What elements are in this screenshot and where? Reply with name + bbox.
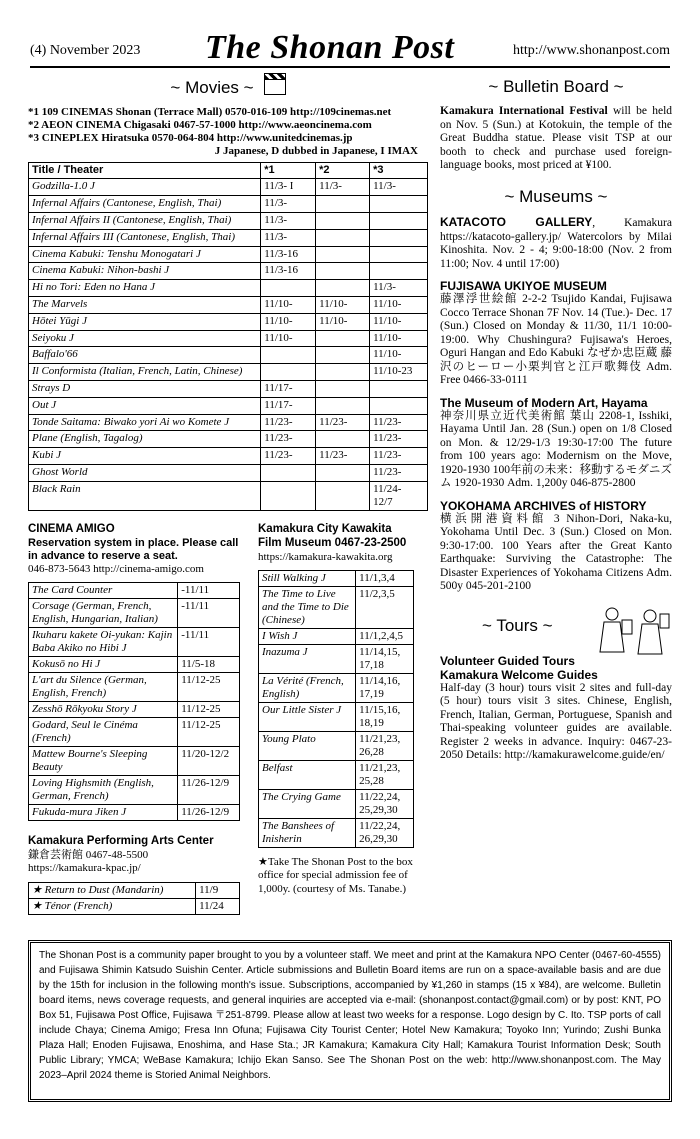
- cinema-2: *2 AEON CINEMA Chigasaki 0467-57-1000 http://www.aeoncinema.com: [28, 119, 372, 132]
- movie-title: Baffalo'66: [29, 347, 261, 364]
- right-column: [440, 75, 672, 763]
- movie-dates: [261, 481, 316, 510]
- amigo-dates: -11/11: [178, 599, 240, 628]
- amigo-title: The Card Counter: [29, 583, 178, 599]
- kawakita-row: [259, 644, 414, 673]
- museum-body: 神奈川県立近代美術館 葉山 2208-1, Isshiki, Hayama Until Jan. 28 (Sun.) open on 1/8 Closed on Mon. & 12/29-1/3 19:30-17:00 The future from 100 years ago: Modernism on the Move, 1920-1930 100年前の未来：移動するモダニズム 1920-1930 Adm. 1,200y 046-875-2800: [440, 409, 672, 490]
- movie-dates: [316, 212, 370, 229]
- movie-dates: 11/23-: [370, 431, 428, 448]
- movie-dates: 11/10-23: [370, 364, 428, 381]
- movie-dates: 11/3-: [316, 179, 370, 196]
- movie-dates: [316, 263, 370, 280]
- movie-title: Hi no Tori: Eden no Hana J: [29, 280, 261, 297]
- amigo-dates: 11/12-25: [178, 673, 240, 702]
- amigo-note-2: in advance to reserve a seat.: [28, 550, 178, 563]
- kawakita-title: The Banshees of Inisherin: [259, 818, 356, 847]
- movie-dates: [370, 212, 428, 229]
- clapperboard-icon: [264, 77, 286, 95]
- kpac-title: ★ Ténor (French): [29, 898, 196, 914]
- tours-heading: ~ Tours ~: [482, 615, 553, 635]
- movie-title: Infernal Affairs (Cantonese, English, Thai): [29, 196, 261, 213]
- movie-dates: 11/10-: [261, 313, 316, 330]
- masthead: [30, 28, 670, 68]
- movie-title: Cinema Kabuki: Nihon-bashi J: [29, 263, 261, 280]
- movie-dates: [316, 196, 370, 213]
- movie-dates: 11/23-: [316, 414, 370, 431]
- movie-title: Black Rain: [29, 481, 261, 510]
- cinema-3: *3 CINEPLEX Hiratsuka 0570-064-804 http://www.unitedcinemas.jp: [28, 132, 353, 145]
- movie-dates: 11/10-: [370, 296, 428, 313]
- movie-dates: 11/23-: [370, 414, 428, 431]
- movie-dates: 11/23-: [261, 448, 316, 465]
- kawakita-dates: 11/22,24, 25,29,30: [356, 789, 414, 818]
- amigo-title: CINEMA AMIGO: [28, 523, 115, 536]
- movies-legend: J Japanese, D dubbed in Japanese, I IMAX: [214, 145, 418, 158]
- movie-dates: 11/3-: [370, 280, 428, 297]
- cinema-amigo-and-kawakita: [28, 523, 428, 953]
- kpac-table: [28, 882, 240, 915]
- amigo-title: Zesshō Rōkyoku Story J: [29, 702, 178, 718]
- tours-title-2: Kamakura Welcome Guides: [440, 667, 598, 682]
- amigo-dates: -11/11: [178, 628, 240, 657]
- kawakita-title-1: Kamakura City Kawakita: [258, 523, 392, 536]
- movie-dates: 11/10-: [261, 296, 316, 313]
- movie-title: Plane (English, Tagalog): [29, 431, 261, 448]
- tours-block: [440, 654, 672, 763]
- movie-dates: 11/3-: [261, 196, 316, 213]
- movie-title: Infernal Affairs III (Cantonese, English, Thai): [29, 229, 261, 246]
- kpac-title: ★ Return to Dust (Mandarin): [29, 882, 196, 898]
- movie-title: Seiyoku J: [29, 330, 261, 347]
- movie-dates: 11/3-: [261, 212, 316, 229]
- movie-dates: 11/10-: [370, 347, 428, 364]
- movie-row: [29, 330, 428, 347]
- movie-dates: 11/23-: [370, 448, 428, 465]
- movie-row: [29, 246, 428, 263]
- museum-yokohama-archives: [440, 499, 672, 594]
- movie-dates: [370, 380, 428, 397]
- movie-dates: 11/3-: [370, 179, 428, 196]
- amigo-row: [29, 583, 240, 599]
- museum-modern-art-hayama: [440, 396, 672, 491]
- movie-title: Ghost World: [29, 464, 261, 481]
- museum-body: , Kamakura https://katacoto-gallery.jp/ Watercolors by Milai Kinoshita. Nov. 2 - 4; 9:00-18:00 (Nov. 2 from 11:00; Nov. 4 until 17:00): [440, 217, 672, 270]
- movie-dates: 11/3-16: [261, 246, 316, 263]
- movie-dates: [261, 347, 316, 364]
- kawakita-dates: 11/1,2,4,5: [356, 628, 414, 644]
- amigo-contact: 046-873-5643 http://cinema-amigo.com: [28, 563, 204, 576]
- movies-table-body: [29, 179, 428, 511]
- movie-title: Cinema Kabuki: Tenshu Monogatari J: [29, 246, 261, 263]
- movie-title: Hōtei Yūgi J: [29, 313, 261, 330]
- amigo-dates: -11/11: [178, 583, 240, 599]
- amigo-row: [29, 718, 240, 747]
- kawakita-title: La Vérité (French, English): [259, 673, 356, 702]
- museum-title: KATACOTO GALLERY: [440, 215, 593, 230]
- movie-row: [29, 212, 428, 229]
- kawakita-row: [259, 789, 414, 818]
- amigo-title: Kokusō no Hi J: [29, 657, 178, 673]
- amigo-dates: 11/5-18: [178, 657, 240, 673]
- kawakita-dates: 11/2,3,5: [356, 586, 414, 628]
- kpac-title: Kamakura Performing Arts Center: [28, 835, 214, 848]
- amigo-row: [29, 657, 240, 673]
- movie-dates: [316, 431, 370, 448]
- amigo-row: [29, 776, 240, 805]
- kawakita-row: [259, 570, 414, 586]
- amigo-title: L'art du Silence (German, English, French): [29, 673, 178, 702]
- movie-dates: 11/24- 12/7: [370, 481, 428, 510]
- movie-dates: 11/23-: [261, 431, 316, 448]
- museums-heading: ~ Museums ~: [504, 186, 608, 206]
- col-theater-3: *3: [370, 162, 428, 179]
- movie-dates: 11/3- I: [261, 179, 316, 196]
- movie-dates: 11/17-: [261, 397, 316, 414]
- movie-title: Il Conformista (Italian, French, Latin, Chinese): [29, 364, 261, 381]
- movie-dates: 11/23-: [316, 448, 370, 465]
- movie-dates: 11/17-: [261, 380, 316, 397]
- amigo-row: [29, 628, 240, 657]
- movies-table-header: [29, 162, 428, 179]
- amigo-title: Ikuharu kakete Oi-yukan: Kajin Baba Akiko no Hibi J: [29, 628, 178, 657]
- cinema-1: *1 109 CINEMAS Shonan (Terrace Mall) 0570-016-109 http://109cinemas.net: [28, 106, 392, 119]
- amigo-title: Godard, Seul le Cinéma (French): [29, 718, 178, 747]
- museum-body: 藤澤浮世絵館 2-2-2 Tsujido Kandai, Fujisawa Cocco Terrace Shonan 7F Nov. 14 (Tue.)- Dec. 17 (Sun.) Closed on Monday & 11/30, 11/1 10:00-19:00. Why Chushingura? Fujisawa's Heroes, Oguri Hangan and Edo Kabuki なぜか忠臣蔵 藤沢のヒーロー小栗判官と江戸歌舞伎 Adm. Free 0466-33-0111: [440, 293, 672, 387]
- movie-dates: [261, 464, 316, 481]
- kawakita-dates: 11/15,16, 18,19: [356, 702, 414, 731]
- kawakita-dates: 11/22,24, 26,29,30: [356, 818, 414, 847]
- movie-row: [29, 364, 428, 381]
- bulletin-item-title: Kamakura International Festival: [440, 105, 608, 118]
- kawakita-dates: 11/14,16, 17,19: [356, 673, 414, 702]
- movie-title: Infernal Affairs II (Cantonese, English, Thai): [29, 212, 261, 229]
- kawakita-row: [259, 818, 414, 847]
- kpac-url[interactable]: https://kamakura-kpac.jp/: [28, 862, 141, 875]
- movie-row: [29, 296, 428, 313]
- kawakita-dates: 11/21,23, 25,28: [356, 760, 414, 789]
- kpac-date: 11/9: [196, 882, 240, 898]
- amigo-row: [29, 599, 240, 628]
- kawakita-block: [258, 523, 430, 896]
- movie-row: [29, 313, 428, 330]
- amigo-table: [28, 582, 240, 821]
- website-link[interactable]: http://www.shonanpost.com: [513, 43, 670, 59]
- movie-row: [29, 397, 428, 414]
- col-theater-1: *1: [261, 162, 316, 179]
- amigo-title: Mattew Bourne's Sleeping Beauty: [29, 747, 178, 776]
- movie-row: [29, 179, 428, 196]
- footer-text: The Shonan Post is a community paper brought to you by a volunteer staff. We meet and print at the Kamakura NPO Center (0467-60-4555) and Fujisawa Shimin Katsudo Suishin Center. Article submissions and Bulletin Board items are run on a space-available basis and are due by the 15th for inclusion in the following month's issue. Subscriptions, accompanied by ¥1,260 in stamps (15 x ¥84), are welcome. Bulletin board items, news coverage requests, and general inquiries are accepted via e-mail: (shonanpost.contact@gmail.com) or by post: KNT, PO Box 51, Fujisawa Post Office, Fujisawa 〒251-8799. Please allow at least two weeks for a response. Logo design by C. Ito. TSP ports of call include Chaya; Cinema Amigo; Fresa Inn Ofuna; Fujisawa City Tourist Center; Hotel New Kamakura; Toyoko Inn; Yurindo; Zushi Bunka Plaza Hall; Enoden Fujisawa, Enoshima, and Hase Sta.; JR Kamakura; Kamakura City Hall; Kamakura Tourist Information Desk; South Public Library; YMCA; WeBase Kamakura; Ichijo Ekan Sanso. See The Shonan Post on the web: http://www.shonanpost.com. The May 2023–April 2024 theme is Storied Animal Neighbors.: [39, 950, 661, 1081]
- amigo-row: [29, 747, 240, 776]
- movie-dates: [316, 280, 370, 297]
- movie-dates: 11/10-: [316, 296, 370, 313]
- amigo-title: Corsage (German, French, English, Hungarian, Italian): [29, 599, 178, 628]
- kawakita-dates: 11/1,3,4: [356, 570, 414, 586]
- movie-title: Out J: [29, 397, 261, 414]
- kawakita-title-2: Film Museum 0467-23-2500: [258, 536, 407, 549]
- movie-dates: 11/10-: [370, 313, 428, 330]
- col-theater-2: *2: [316, 162, 370, 179]
- movie-title: Kubi J: [29, 448, 261, 465]
- movie-dates: 11/10-: [261, 330, 316, 347]
- museum-katacoto: [440, 215, 672, 271]
- movie-dates: 11/3-: [261, 229, 316, 246]
- movie-dates: [316, 380, 370, 397]
- movie-dates: [370, 246, 428, 263]
- museum-fujisawa-ukiyoe: [440, 279, 672, 388]
- movie-dates: 11/23-: [261, 414, 316, 431]
- amigo-dates: 11/26-12/9: [178, 805, 240, 821]
- museum-title: FUJISAWA UKIYOE MUSEUM: [440, 279, 607, 294]
- movie-dates: 11/10-: [316, 313, 370, 330]
- amigo-dates: 11/20-12/2: [178, 747, 240, 776]
- kawakita-row: [259, 586, 414, 628]
- movie-row: [29, 263, 428, 280]
- kawakita-title: Belfast: [259, 760, 356, 789]
- kawakita-title: Our Little Sister J: [259, 702, 356, 731]
- tour-guide-figures-icon: [592, 604, 672, 659]
- museum-body: 横浜開港資料館 3 Nihon-Dori, Naka-ku, Yokohama Until Dec. 3 (Sun.) Closed on Mon. 9:30-17:00. 100 Years after the Great Kanto Earthquake: Surviving the Catastrophe: The Disaster Experiences of Yokohama Citizens Adm. 500y 045-201-2100: [440, 512, 672, 593]
- bulletin-item-body: will be held on Nov. 5 (Sun.) at Kotokuin, the temple of the Great Buddha statue. Please visit TSP at our booth to check and purchase used foreign-language books, most priced at ¥100.: [440, 105, 673, 172]
- kawakita-dates: 11/21,23, 26,28: [356, 731, 414, 760]
- movie-row: [29, 196, 428, 213]
- amigo-row: [29, 702, 240, 718]
- bulletin-heading: ~ Bulletin Board ~: [488, 77, 624, 96]
- museum-title: The Museum of Modern Art, Hayama: [440, 395, 648, 410]
- movie-dates: [316, 464, 370, 481]
- movie-dates: [316, 246, 370, 263]
- movie-title: Tonde Saitama: Biwako yori Ai wo Komete J: [29, 414, 261, 431]
- movie-title: Godzilla-1.0 J: [29, 179, 261, 196]
- kawakita-title: Inazuma J: [259, 644, 356, 673]
- amigo-dates: 11/12-25: [178, 702, 240, 718]
- amigo-dates: 11/12-25: [178, 718, 240, 747]
- movie-dates: [316, 397, 370, 414]
- kawakita-row: [259, 702, 414, 731]
- kawakita-row: [259, 731, 414, 760]
- movie-dates: [370, 263, 428, 280]
- kpac-date: 11/24: [196, 898, 240, 914]
- kawakita-dates: 11/14,15, 17,18: [356, 644, 414, 673]
- cinema-amigo-block: [28, 523, 246, 915]
- kawakita-row: [259, 673, 414, 702]
- movie-row: [29, 229, 428, 246]
- movie-dates: [370, 397, 428, 414]
- movie-row: [29, 481, 428, 510]
- movie-dates: [316, 330, 370, 347]
- movie-row: [29, 347, 428, 364]
- col-title-theater: Title / Theater: [29, 162, 261, 179]
- kawakita-note: ★Take The Shonan Post to the box office for special admission fee of 1,000y. (courtesy of Ms. Tanabe.): [258, 855, 413, 895]
- kpac-row: [29, 882, 240, 898]
- movies-heading: ~ Movies ~: [28, 77, 428, 98]
- left-column: [28, 75, 428, 953]
- kawakita-row: [259, 760, 414, 789]
- movie-row: [29, 448, 428, 465]
- movie-dates: [316, 481, 370, 510]
- kawakita-table: [258, 570, 414, 848]
- newspaper-title: The Shonan Post: [205, 29, 455, 66]
- kpac-row: [29, 898, 240, 914]
- movie-dates: [370, 229, 428, 246]
- movie-dates: [370, 196, 428, 213]
- amigo-row: [29, 805, 240, 821]
- movie-row: [29, 431, 428, 448]
- bulletin-item: [440, 105, 672, 173]
- amigo-note-1: Reservation system in place. Please call: [28, 536, 239, 549]
- amigo-row: [29, 673, 240, 702]
- movie-dates: [316, 229, 370, 246]
- kawakita-title: I Wish J: [259, 628, 356, 644]
- movie-dates: [261, 364, 316, 381]
- movie-dates: 11/3-16: [261, 263, 316, 280]
- kawakita-url[interactable]: https://kamakura-kawakita.org: [258, 550, 393, 563]
- movie-row: [29, 380, 428, 397]
- tours-title-1: Volunteer Guided Tours: [440, 653, 575, 668]
- footer-box: [28, 940, 672, 1102]
- movie-dates: 11/23-: [370, 464, 428, 481]
- amigo-dates: 11/26-12/9: [178, 776, 240, 805]
- amigo-title: Fukuda-mura Jiken J: [29, 805, 178, 821]
- kawakita-title: Young Plato: [259, 731, 356, 760]
- tours-body: Half-day (3 hour) tours visit 2 sites and full-day (5 hour) tours visit 3 sites. Chinese, English, French, Italian, German, Portuguese, Spanish and Thai-speaking volunteer guides are available. Register 2 weeks in advance. Inquiry: 0467-23-2050 Details: http://kamakurawelcome.guide/en/: [440, 681, 672, 762]
- kawakita-title: The Crying Game: [259, 789, 356, 818]
- movie-dates: [316, 347, 370, 364]
- amigo-title: Loving Highsmith (English, German, French): [29, 776, 178, 805]
- movies-table: [28, 162, 428, 512]
- kawakita-title: Still Walking J: [259, 570, 356, 586]
- movie-dates: [316, 364, 370, 381]
- movie-dates: [261, 280, 316, 297]
- movie-row: [29, 280, 428, 297]
- movie-row: [29, 414, 428, 431]
- issue-date: (4) November 2023: [30, 43, 141, 59]
- movie-row: [29, 464, 428, 481]
- kawakita-row: [259, 628, 414, 644]
- movie-dates: 11/10-: [370, 330, 428, 347]
- museum-title: YOKOHAMA ARCHIVES of HISTORY: [440, 498, 647, 513]
- movie-title: The Marvels: [29, 296, 261, 313]
- kpac-subtitle: 鎌倉芸術館 0467-48-5500: [28, 849, 149, 862]
- movie-title: Strays D: [29, 380, 261, 397]
- kawakita-title: The Time to Live and the Time to Die (Chinese): [259, 586, 356, 628]
- header-rule: [30, 66, 670, 68]
- tours-heading-row: [440, 604, 672, 654]
